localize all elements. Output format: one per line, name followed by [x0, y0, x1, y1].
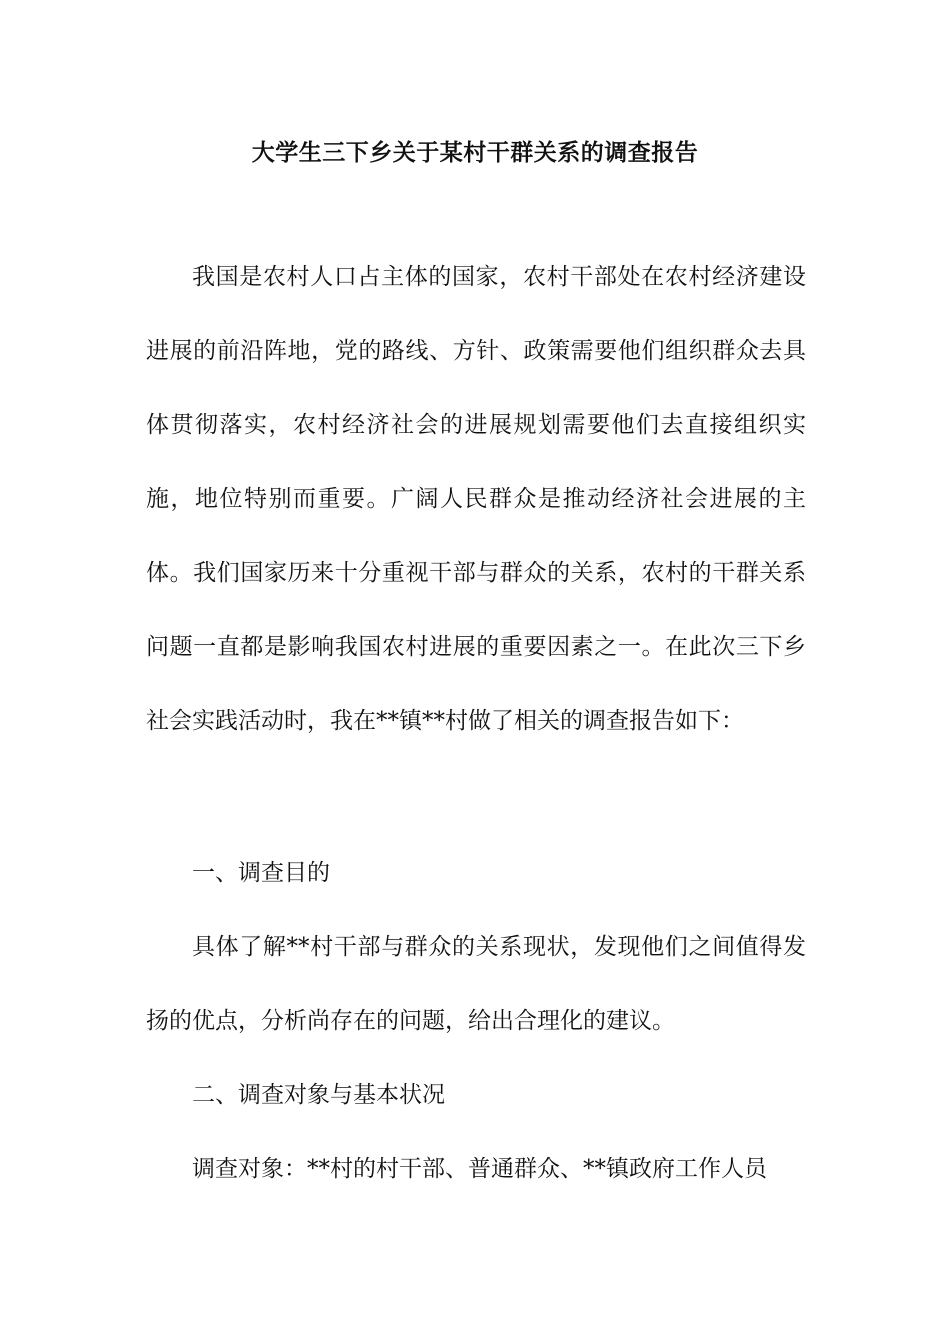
- heading-text: 二、调查对象与基本状况: [192, 1082, 445, 1108]
- section-heading-purpose: [146, 836, 806, 910]
- section-heading-subjects: [146, 1058, 806, 1132]
- heading-text: 一、调查目的: [192, 860, 330, 886]
- paragraph-text: 我国是农村人口占主体的国家，农村干部处在农村经济建设进展的前沿阵地，党的路线、方针、政策需要他们组织群众去具体贯彻落实，农村经济社会的进展规划需要他们去直接组织实施，地位特别而重要。广阔人民群众是推动经济社会进展的主体。我们国家历来十分重视干部与群众的关系，农村的干群关系问题一直都是影响我国农村进展的重要因素之一。在此次三下乡社会实践活动时，我在**镇**村做了相关的调查报告如下：: [146, 264, 806, 734]
- intro-paragraph: [146, 240, 806, 758]
- paragraph-text: 具体了解**村干部与群众的关系现状，发现他们之间值得发扬的优点，分析尚存在的问题，给出合理化的建议。: [146, 934, 806, 1034]
- purpose-paragraph: [146, 910, 806, 1058]
- subjects-paragraph: [146, 1132, 806, 1206]
- document-title: 大学生三下乡关于某村干群关系的调查报告: [251, 139, 699, 166]
- paragraph-text: 调查对象：**村的村干部、普通群众、**镇政府工作人员: [192, 1156, 767, 1182]
